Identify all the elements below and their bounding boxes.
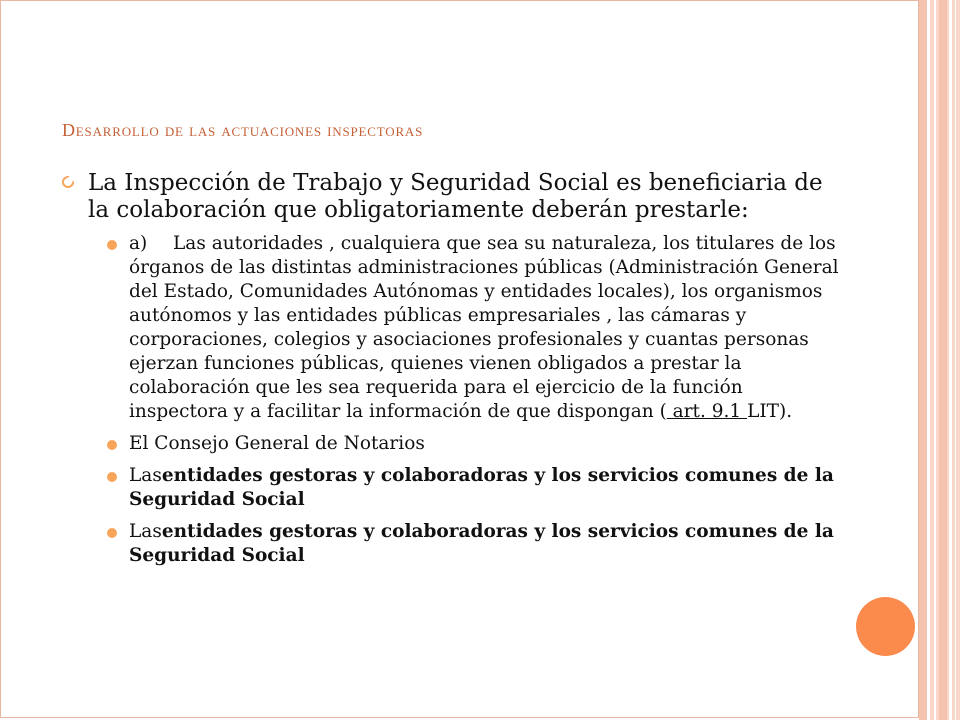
stripe-line	[934, 0, 936, 720]
item-bold-text: entidades gestoras y colaboradoras y los servicios comunes de la Seguridad Social	[129, 465, 834, 510]
item-text: Las autoridades , cualquiera que sea su naturaleza, los titulares de los órganos de las distintas administraciones públicas (Administración General del Estado, Comunidades Autónomas y entidades locales), los organismos autónomos y las entidades públicas empresariales , las cámaras y corporaciones, colegios y asociaciones profesionales y cuantas personas ejerzan funciones públicas, quienes vienen obligados a prestar la colaboración que les sea requerida para el ejercicio de la función inspectora y a facilitar la información de que dispongan (	[129, 233, 839, 422]
dot-bullet-icon	[107, 240, 117, 250]
main-bullet-point	[62, 170, 842, 224]
stripe-shade	[919, 0, 927, 720]
stripe-line	[955, 0, 956, 720]
decorative-circle	[856, 597, 915, 656]
list-item	[62, 232, 842, 424]
list-item	[62, 464, 842, 512]
decorative-stripes	[919, 0, 960, 720]
law-reference-link[interactable]: art. 9.1	[666, 401, 748, 422]
stripe-shade	[939, 0, 947, 720]
list-item	[62, 432, 842, 456]
dot-bullet-icon	[107, 440, 117, 450]
main-point-text: La Inspección de Trabajo y Seguridad Social es beneficiaria de la colaboración que obligatoriamente deberán prestarle:	[88, 170, 823, 223]
item-text: El Consejo General de Notarios	[129, 433, 425, 454]
slide-title: Desarrollo de las actuaciones inspectoras	[62, 120, 424, 140]
item-prefix: Las	[129, 465, 162, 486]
stripe-line	[927, 0, 930, 720]
item-marker: a)	[129, 233, 148, 254]
sub-bullet-list	[62, 232, 842, 568]
slide-content	[62, 170, 842, 576]
stripe-line	[949, 0, 952, 720]
item-prefix: Las	[129, 521, 162, 542]
dot-bullet-icon	[107, 528, 117, 538]
item-bold-text: entidades gestoras y colaboradoras y los servicios comunes de la Seguridad Social	[129, 521, 834, 566]
list-item	[62, 520, 842, 568]
dot-bullet-icon	[107, 472, 117, 482]
ring-bullet-icon	[62, 176, 74, 188]
item-text-end: LIT).	[747, 401, 793, 422]
